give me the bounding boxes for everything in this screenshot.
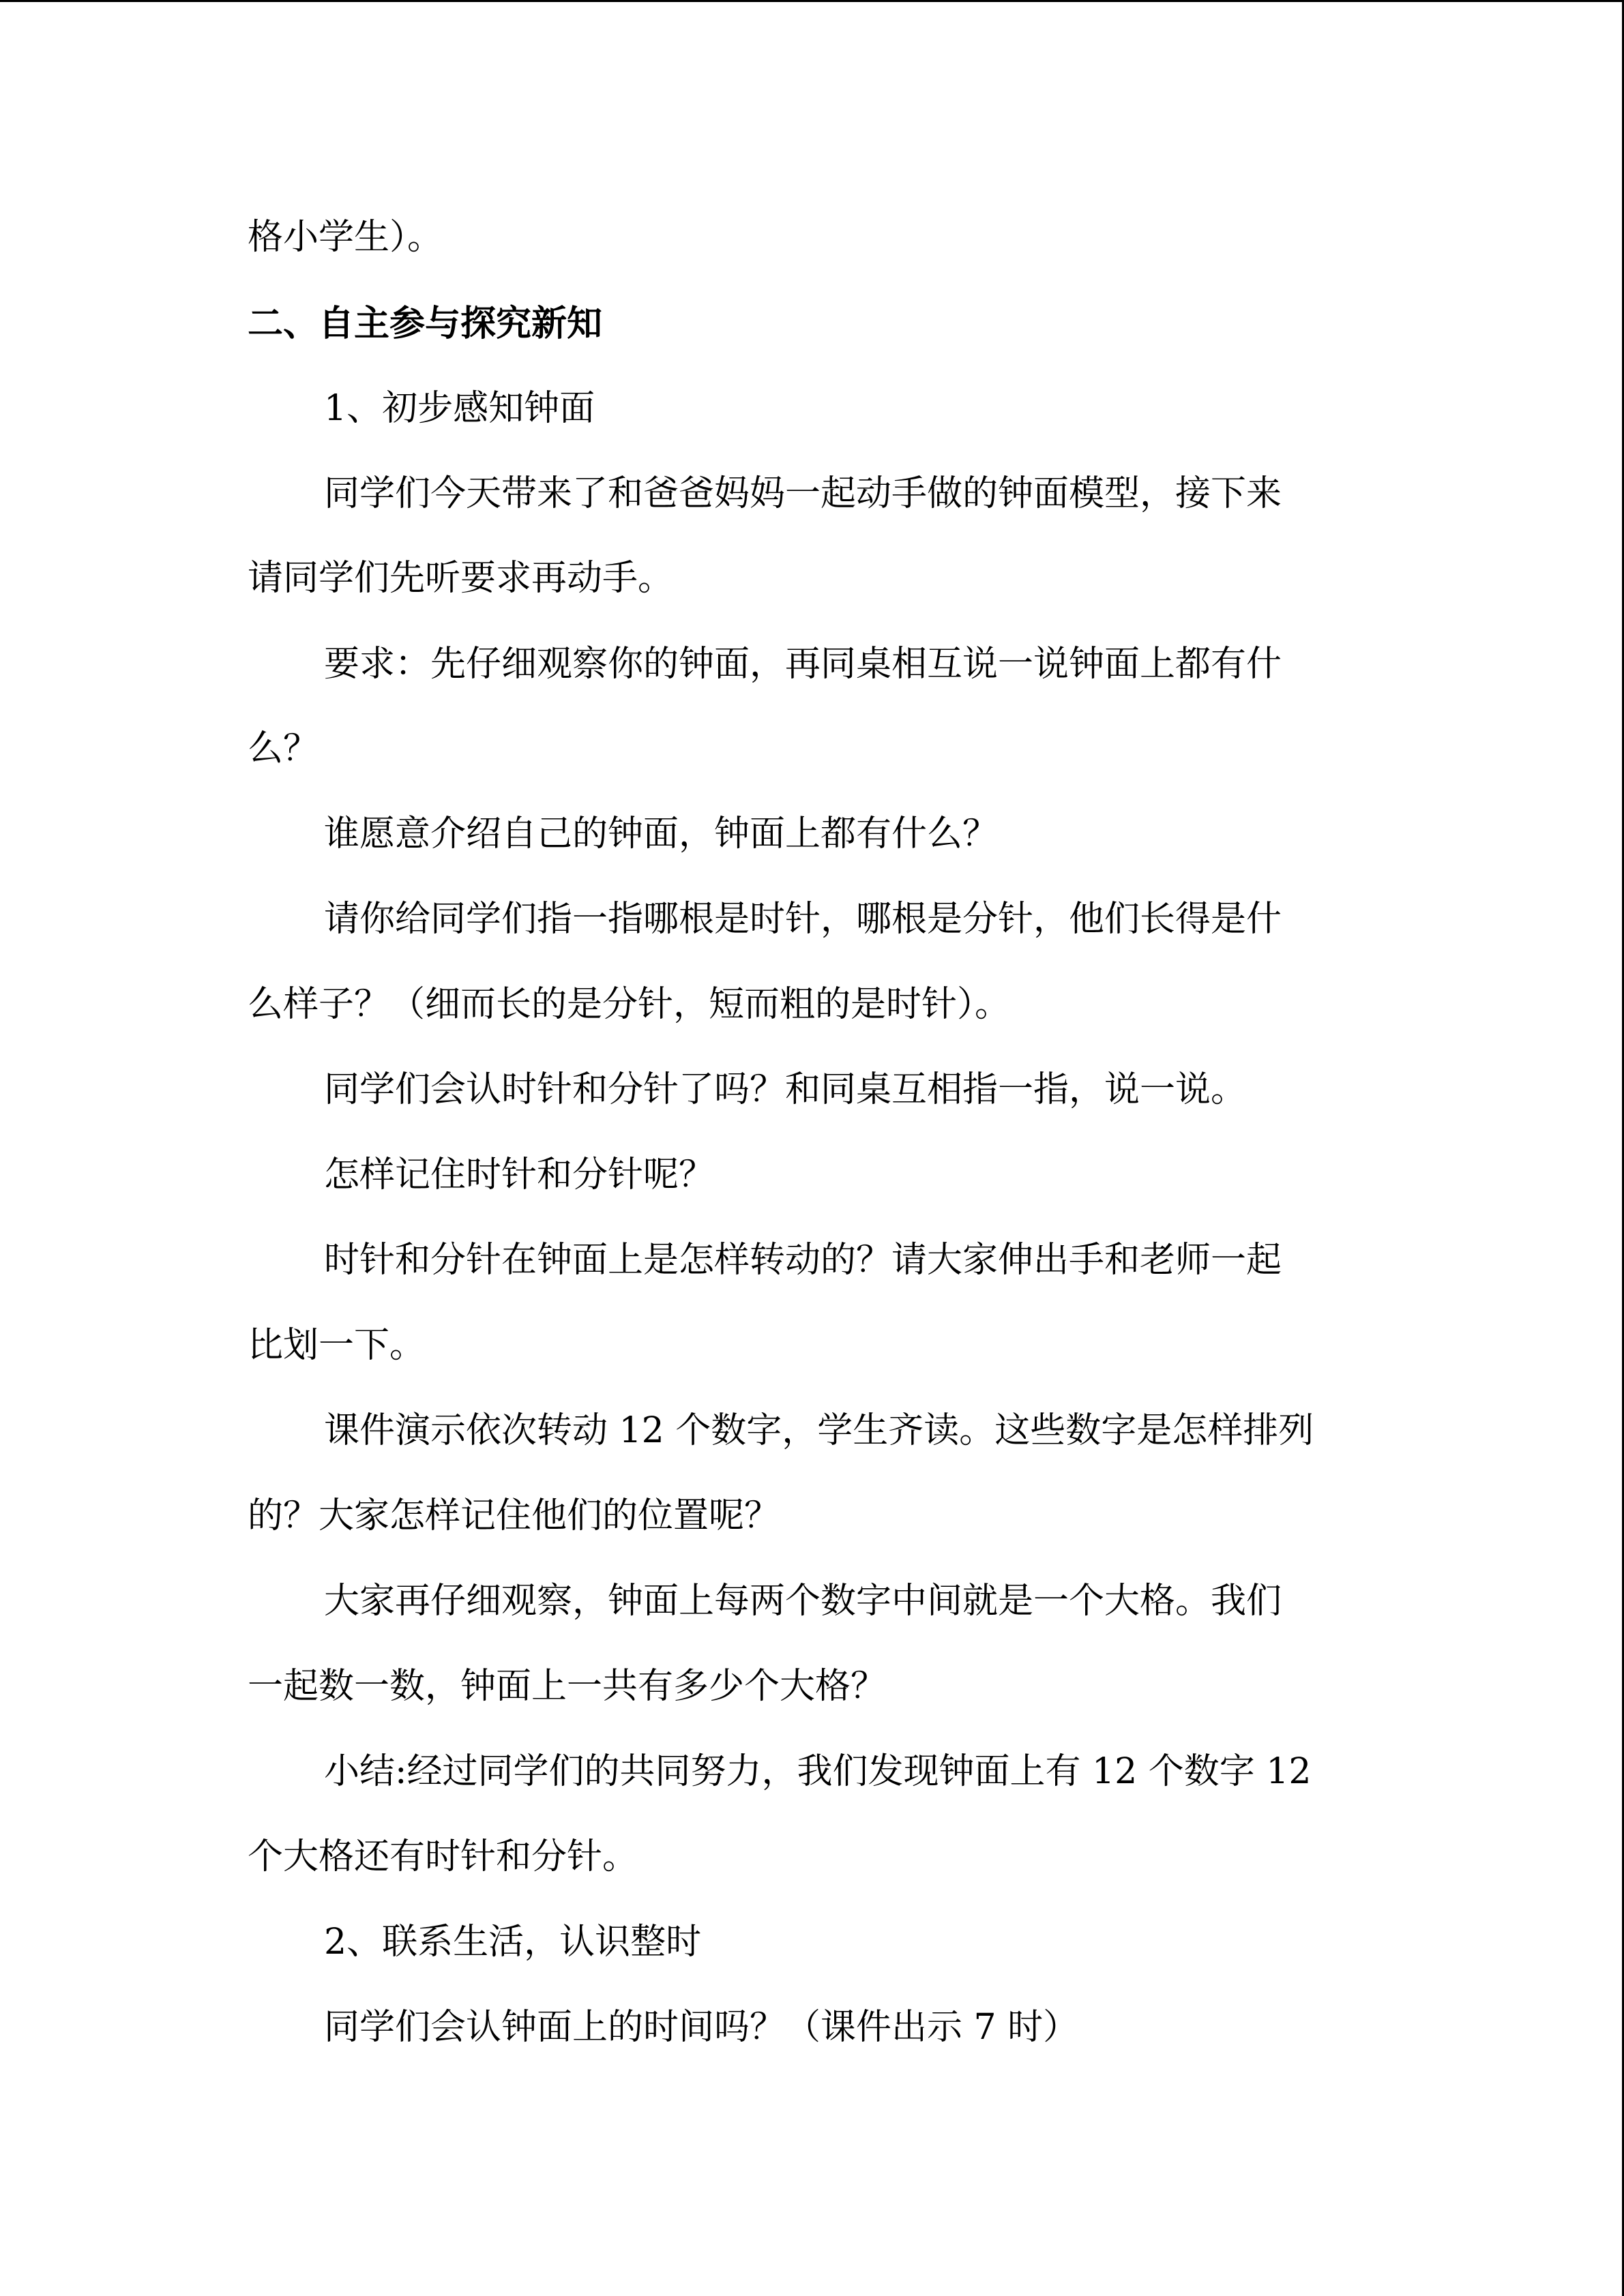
subsection-heading: 2、联系生活，认识整时 <box>324 1922 702 1963</box>
text-line: 格小学生）。 <box>248 217 443 258</box>
text-line: 怎样记住时针和分针呢？ <box>324 1154 715 1195</box>
page-top-border <box>0 0 1624 2</box>
text-line: 一起数一数，钟面上一共有多少个大格？ <box>248 1666 887 1707</box>
text-line: 时针和分针在钟面上是怎样转动的？请大家伸出手和老师一起 <box>324 1240 1282 1281</box>
text-line: 请同学们先听要求再动手。 <box>248 558 674 599</box>
text-line: 小结:经过同学们的共同努力，我们发现钟面上有 12 个数字 12 <box>324 1751 1312 1792</box>
text-line: 的？大家怎样记住他们的位置呢？ <box>248 1495 780 1536</box>
text-line: 同学们会认时针和分针了吗？和同桌互相指一指，说一说。 <box>324 1069 1247 1110</box>
section-heading: 二、自主参与探究新知 <box>248 303 603 344</box>
text-line: 请你给同学们指一指哪根是时针，哪根是分针，他们长得是什 <box>324 899 1282 940</box>
text-line: 课件演示依次转动 12 个数字，学生齐读。这些数字是怎样排列 <box>324 1410 1314 1451</box>
text-line: 要求：先仔细观察你的钟面，再同桌相互说一说钟面上都有什 <box>324 644 1282 685</box>
text-line: 谁愿意介绍自己的钟面，钟面上都有什么？ <box>324 814 999 854</box>
text-line: 同学们会认钟面上的时间吗？（课件出示 7 时） <box>324 2007 1079 2048</box>
text-line: 么？ <box>248 728 319 769</box>
text-line: 同学们今天带来了和爸爸妈妈一起动手做的钟面模型，接下来 <box>324 473 1282 514</box>
text-line: 个大格还有时针和分针。 <box>248 1836 638 1877</box>
text-line: 大家再仔细观察，钟面上每两个数字中间就是一个大格。我们 <box>324 1581 1282 1622</box>
subsection-heading: 1、初步感知钟面 <box>324 388 595 429</box>
text-line: 么样子？（细而长的是分针，短而粗的是时针）。 <box>248 984 1011 1025</box>
text-line: 比划一下。 <box>248 1325 426 1366</box>
